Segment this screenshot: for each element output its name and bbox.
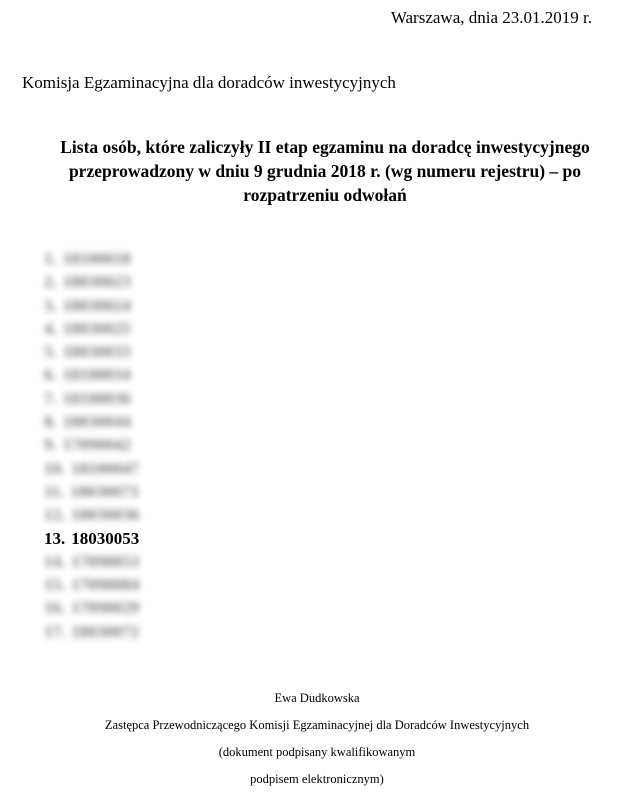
list-item [44, 620, 139, 643]
list-item [44, 270, 139, 293]
list-item-registry-number: 17090053 [71, 551, 140, 571]
list-item-number: 8. [44, 412, 57, 432]
list-item-registry-number: 18100018 [62, 249, 131, 268]
list-item [44, 550, 139, 573]
list-item [44, 573, 139, 596]
list-item-registry-number: 17090084 [71, 575, 140, 595]
list-item-highlighted [44, 527, 139, 550]
list-item-registry-number: 18030023 [62, 272, 131, 292]
list-item-registry-number: 18030033 [62, 342, 131, 362]
signature-note-line-2: podpisem elektronicznym) [250, 772, 384, 786]
list-item-registry-number: 18100034 [62, 365, 131, 385]
signatory-position: Zastępca Przewodniczącego Komisji Egzaminacyjnej dla Doradców Inwestycyjnych [104, 718, 530, 732]
document-title-line-1: Lista osób, które zaliczyły II etap egzaminu na doradcę inwestycyjnego [60, 137, 590, 157]
list-item-number: 1. [44, 249, 57, 268]
list-item-number: 10. [44, 458, 66, 478]
list-item [44, 480, 139, 503]
list-item-number: 6. [44, 365, 57, 385]
signature-note-line-1: (dokument podpisany kwalifikowanym [218, 745, 416, 759]
list-item-registry-number: 18030072 [71, 621, 140, 641]
list-item [44, 317, 139, 340]
list-item-number: 14. [44, 551, 66, 571]
list-item-number: 12. [44, 505, 66, 525]
list-item-number: 17. [44, 621, 66, 641]
list-item [44, 294, 139, 317]
document-title-line-3: rozpatrzeniu odwołań [243, 185, 407, 205]
list-item-number: 5. [44, 342, 57, 362]
list-item [44, 457, 139, 480]
document-title-line-2: przeprowadzony w dniu 9 grudnia 2018 r. (wg numeru rejestru) – po [68, 161, 582, 181]
list-item-number: 7. [44, 388, 57, 408]
list-item-registry-number: 18030073 [70, 481, 139, 501]
document-title [30, 135, 620, 207]
list-item-registry-number: 18030036 [71, 505, 140, 525]
list-item-number: 4. [44, 318, 57, 338]
list-item-number: 9. [44, 435, 57, 455]
registry-list [44, 247, 139, 643]
list-item-number: 13. [44, 528, 66, 548]
signature-block [0, 685, 634, 793]
list-item-registry-number: 18030053 [71, 528, 140, 548]
list-item-registry-number: 17090042 [62, 435, 131, 455]
signatory-name: Ewa Dudkowska [274, 691, 360, 705]
list-item [44, 247, 139, 270]
list-item-registry-number: 18030025 [62, 318, 131, 338]
list-item-registry-number: 18100047 [71, 458, 140, 478]
document-date: Warszawa, dnia 23.01.2019 r. [390, 8, 592, 27]
list-item [44, 503, 139, 526]
committee-name: Komisja Egzaminacyjna dla doradców inwestycyjnych [22, 73, 396, 92]
list-item-number: 2. [44, 272, 57, 292]
list-item-number: 11. [44, 481, 65, 501]
list-item [44, 410, 139, 433]
list-item-number: 15. [44, 575, 66, 595]
list-item-registry-number: 18100036 [62, 388, 131, 408]
list-item [44, 340, 139, 363]
list-item [44, 387, 139, 410]
list-item [44, 433, 139, 456]
list-item-registry-number: 18030024 [62, 295, 131, 315]
list-item [44, 596, 139, 619]
list-item-registry-number: 18030044 [62, 412, 131, 432]
list-item-number: 3. [44, 295, 57, 315]
list-item [44, 363, 139, 386]
list-item-registry-number: 17090029 [71, 598, 140, 618]
list-item-number: 16. [44, 598, 66, 618]
